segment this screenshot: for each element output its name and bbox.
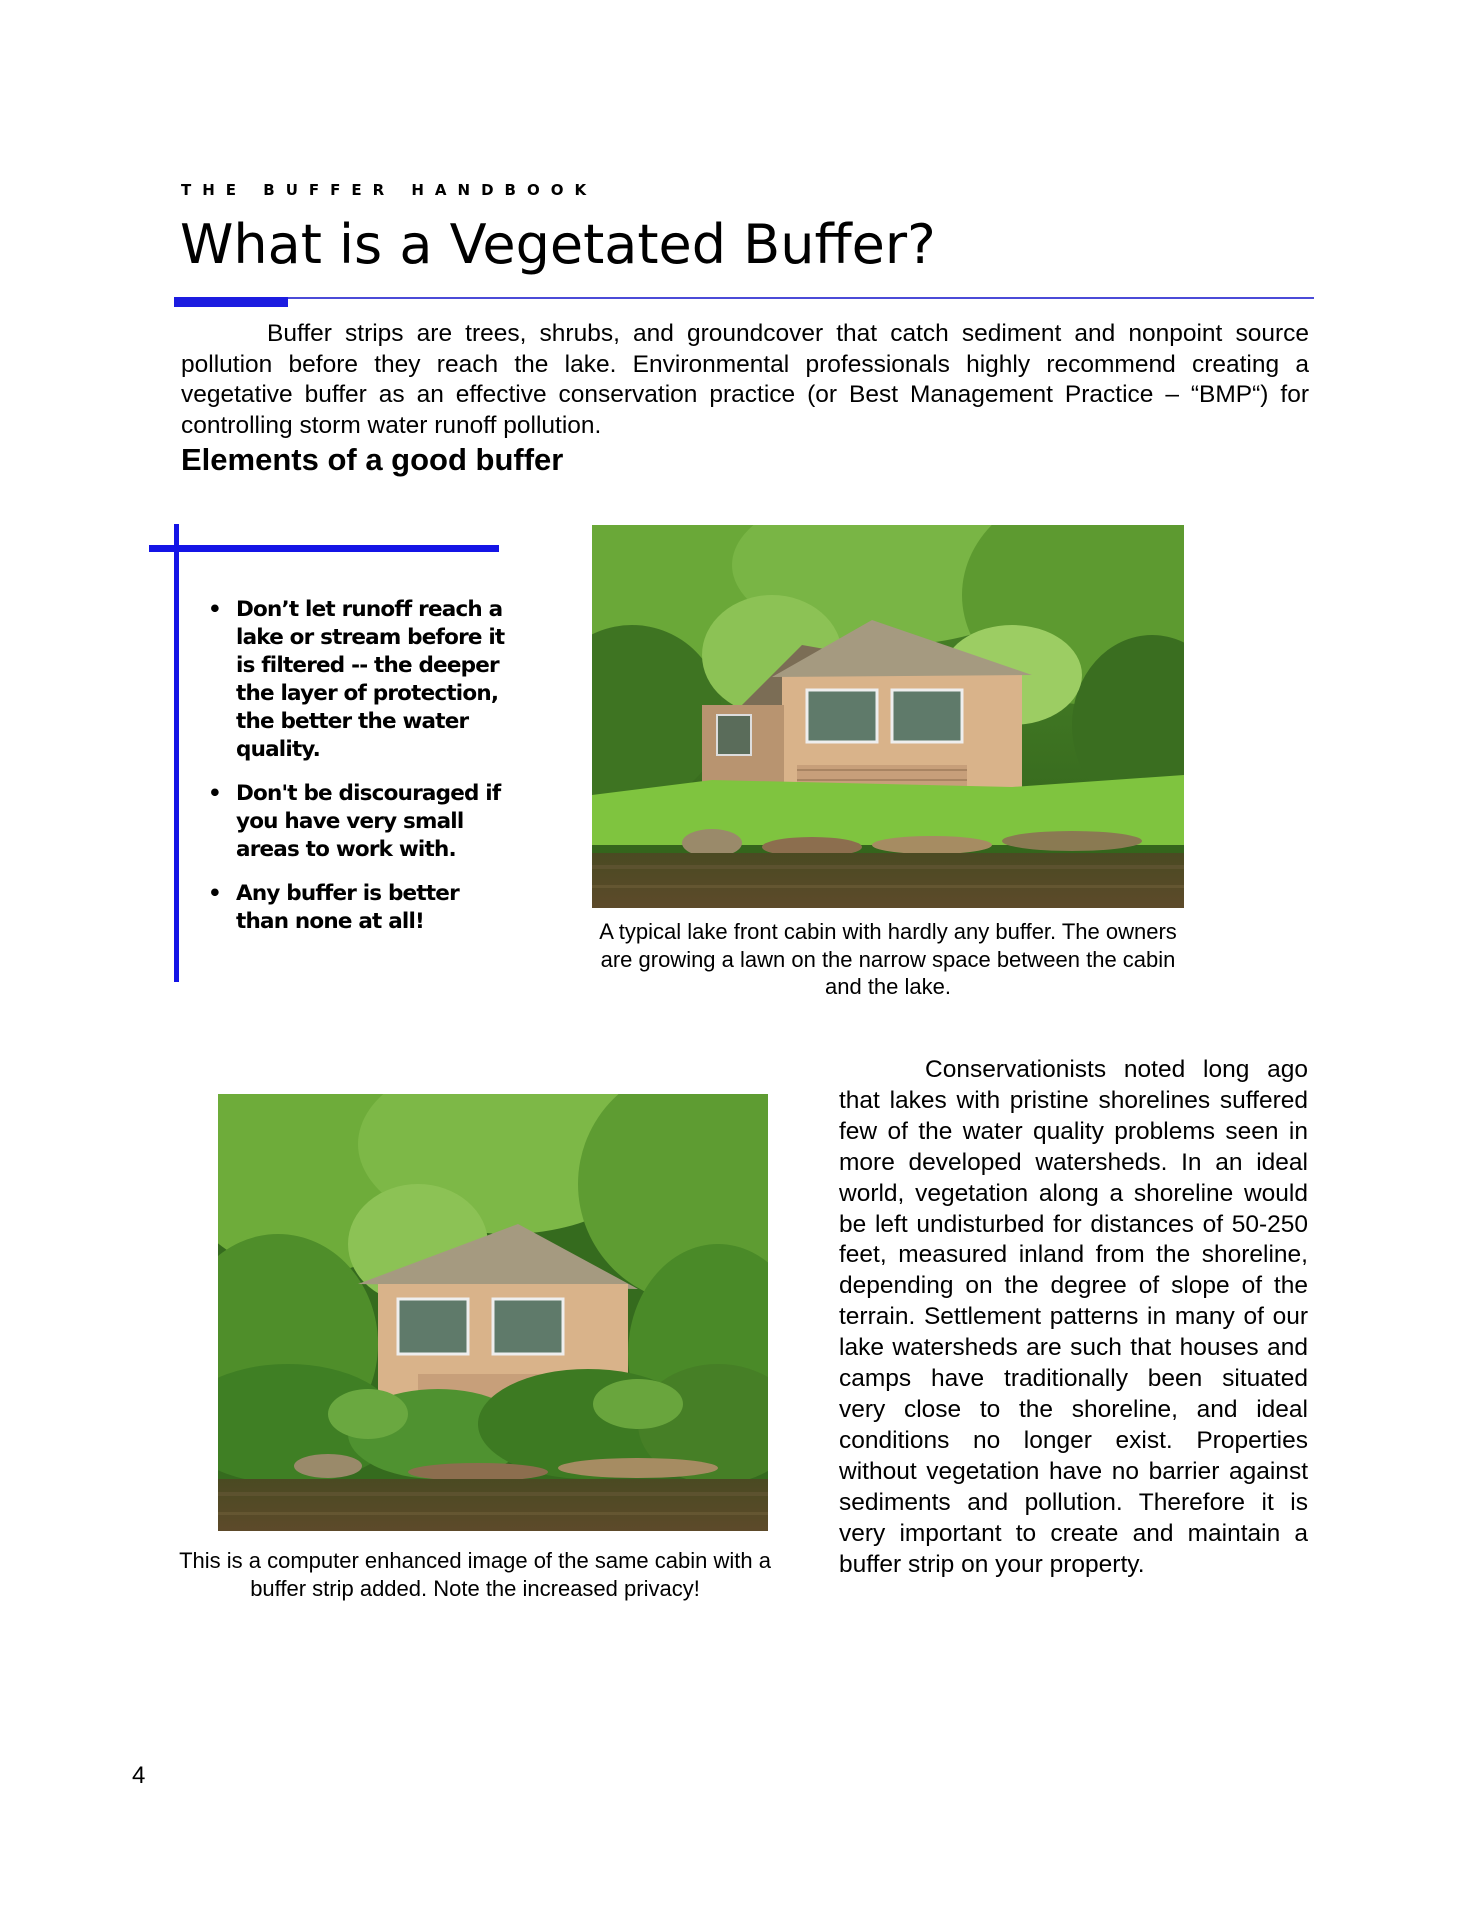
conservation-paragraph — [839, 1055, 1308, 1580]
elements-heading: Elements of a good buffer — [181, 442, 564, 477]
list-item — [206, 780, 506, 864]
cabin-with-buffer-photo — [218, 1094, 768, 1531]
bullet-icon: • — [208, 881, 221, 906]
intro-paragraph — [181, 319, 1309, 442]
list-item-text: Any buffer is better than none at all! — [236, 881, 459, 934]
handbook-kicker: THE BUFFER HANDBOOK — [181, 181, 598, 199]
intro-text: Buffer strips are trees, shrubs, and groundcover that catch sediment and nonpoint source pollution before they reach the lake. Environmental professionals highly recommend creating a vegetative buffer as an effective conservation practice (or Best Management Practice – “BMP“) for controlling storm water runoff pollution. — [181, 320, 1309, 440]
sidebar-horizontal-rule — [149, 545, 499, 552]
conservation-text: Conservationists noted long ago that lakes with pristine shorelines suffered few of the water quality problems seen in more developed watersheds. In an ideal world, vegetation along a shoreline would be left undisturbed for distances of 50-250 feet, measured inland from the shoreline, depending on the degree of slope of the terrain. Settlement patterns in many of our lake watersheds are such that houses and camps have traditionally been situated very close to the shoreline, and ideal conditions no longer exist. Properties without vegetation have no barrier against sediments and pollution. Therefore it is very important to create and maintain a buffer strip on your property. — [839, 1056, 1308, 1578]
cabin-without-buffer-caption: A typical lake front cabin with hardly any buffer. The owners are growing a lawn on the narrow space between the cabin and the lake. — [599, 919, 1177, 999]
cabin-without-buffer-photo — [592, 525, 1184, 908]
title-underline — [174, 297, 1314, 299]
list-item-text: Don’t let runoff reach a lake or stream before it is filtered -- the deeper the layer of protection, the better the water quality. — [236, 597, 505, 762]
list-item — [206, 880, 506, 936]
list-item — [206, 596, 506, 764]
buffer-tips-list — [206, 596, 506, 952]
cabin-with-buffer-caption: This is a computer enhanced image of the same cabin with a buffer strip added. Note the increased privacy! — [179, 1548, 771, 1601]
title-underline-accent — [174, 297, 288, 307]
list-item-text: Don't be discouraged if you have very small areas to work with. — [236, 781, 501, 862]
page-title: What is a Vegetated Buffer? — [180, 213, 936, 276]
bullet-icon: • — [208, 781, 221, 806]
bullet-icon: • — [208, 597, 221, 622]
page-number: 4 — [132, 1762, 146, 1789]
sidebar-vertical-rule — [174, 524, 179, 982]
